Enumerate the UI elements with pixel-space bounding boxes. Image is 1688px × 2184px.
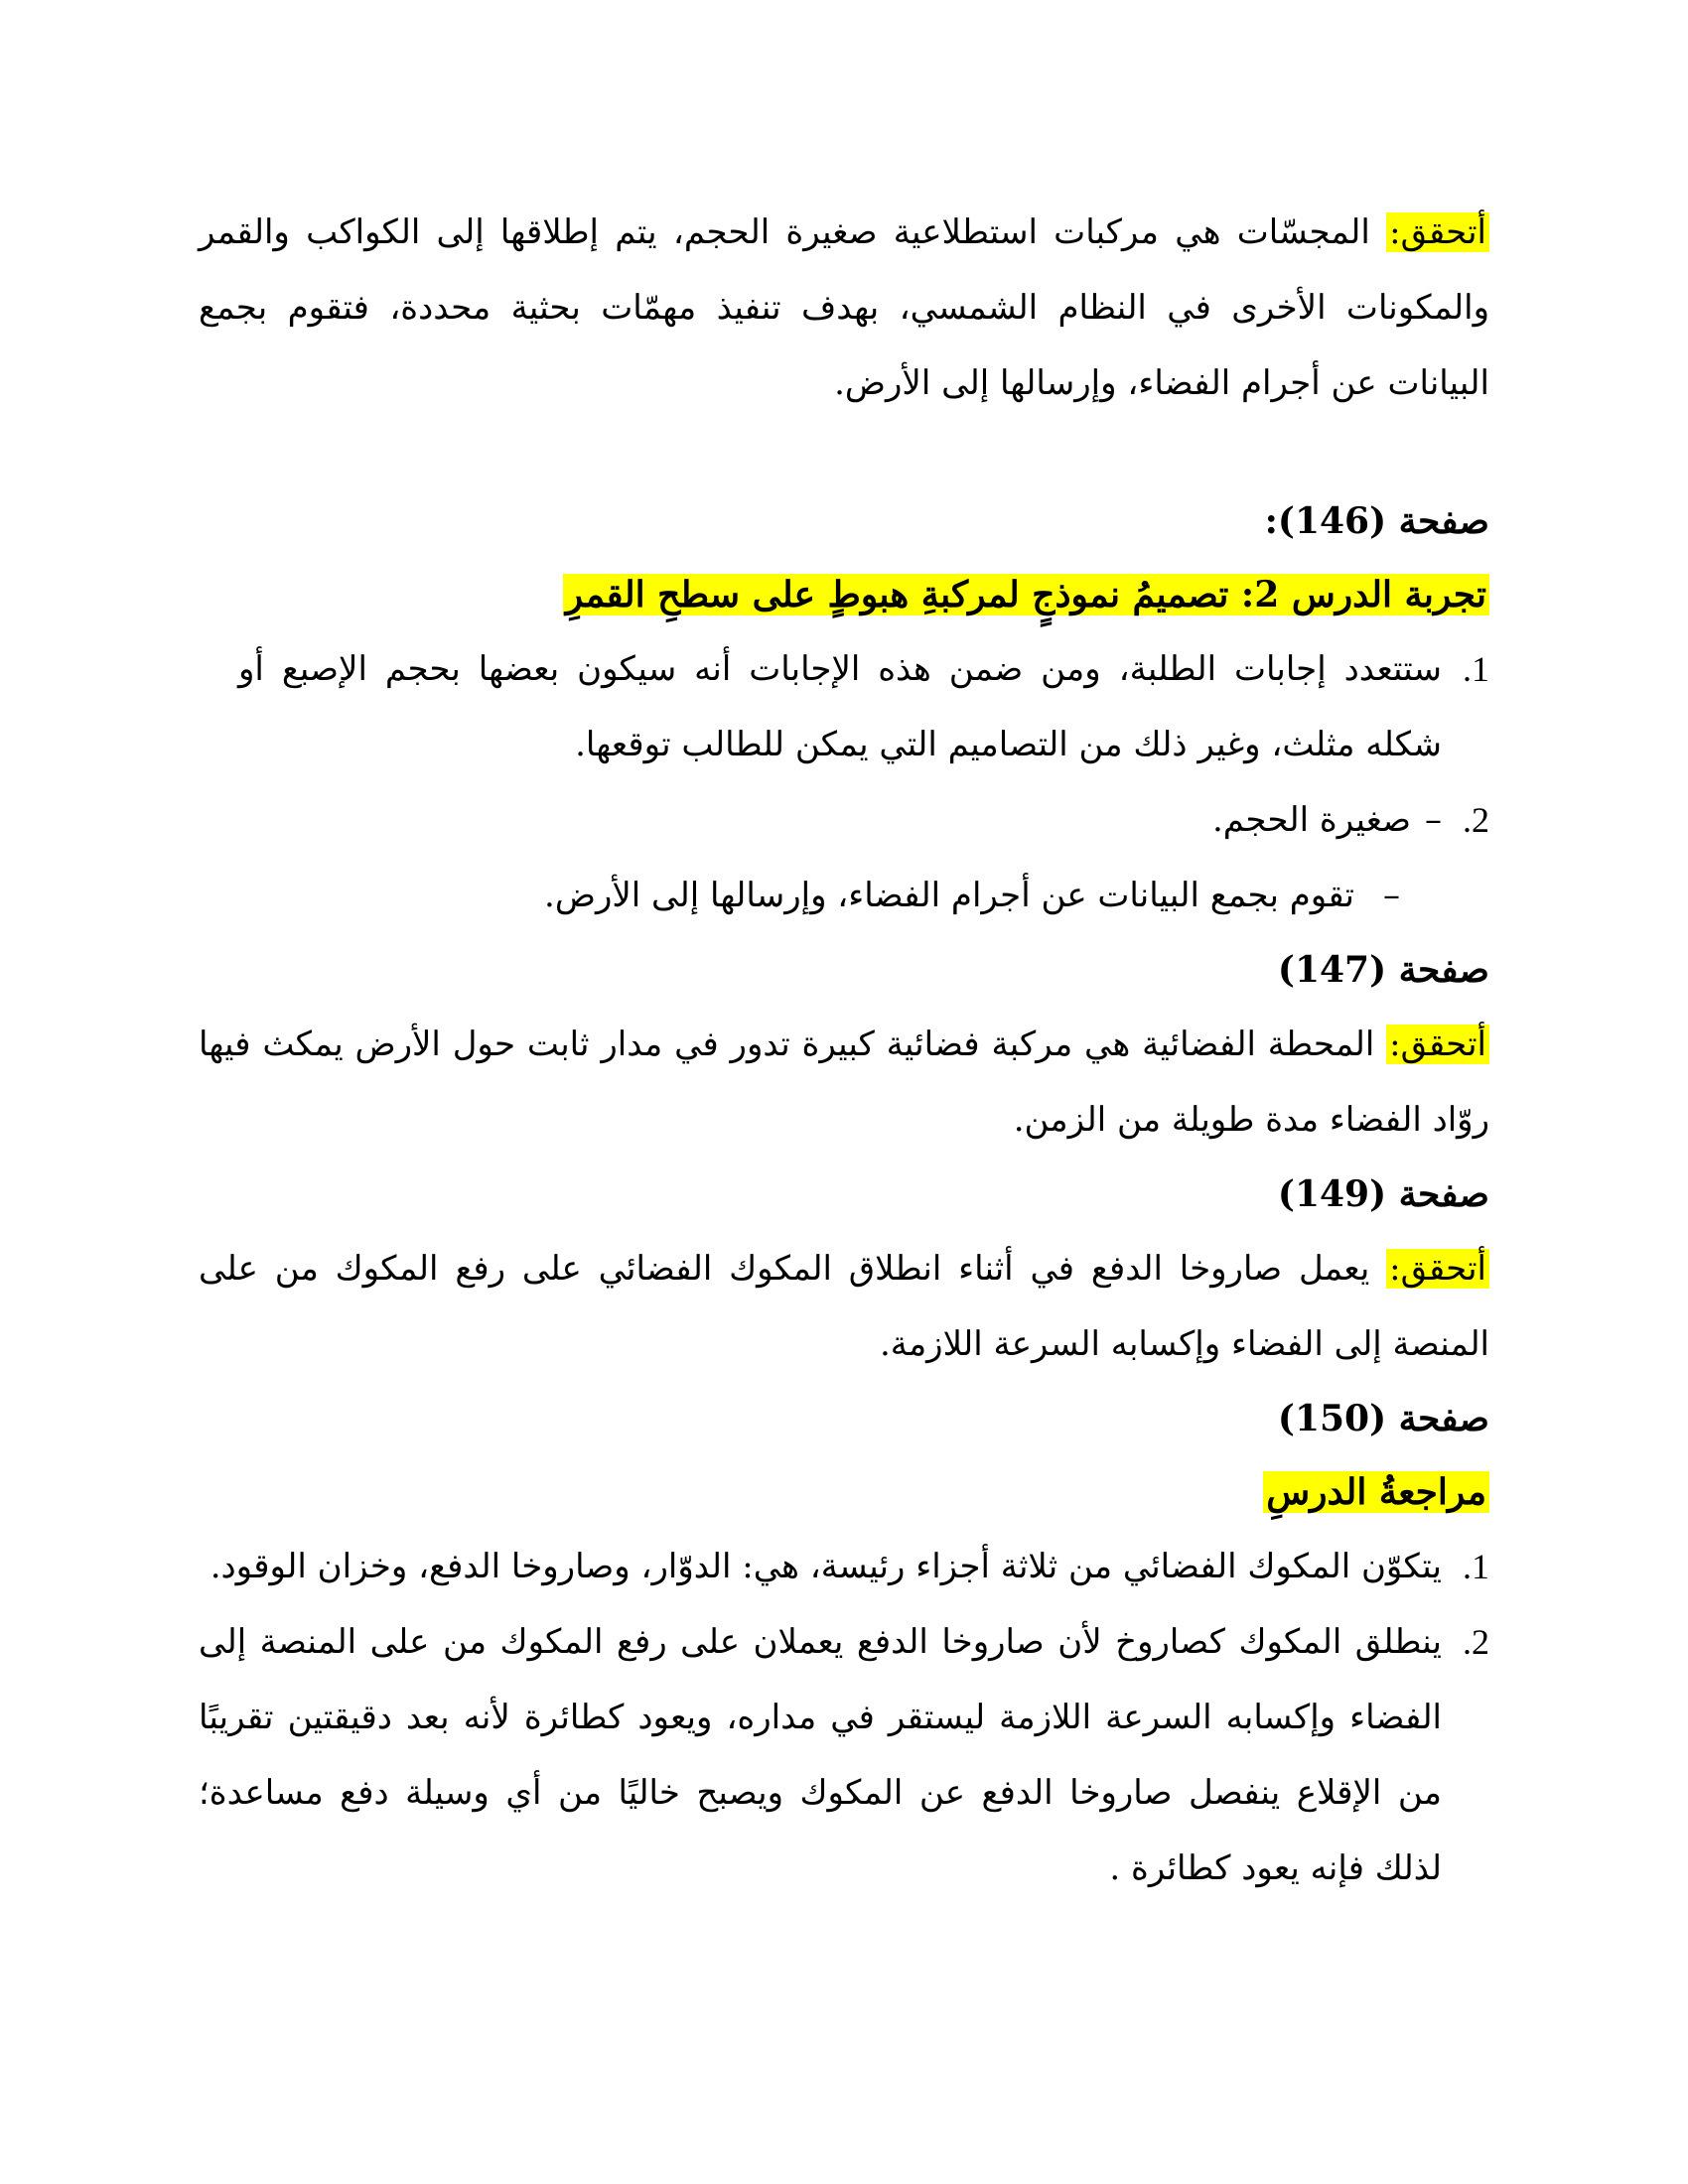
check-label: أتحقق: — [1386, 1249, 1489, 1289]
section-spacer — [199, 421, 1489, 484]
page-146-heading: صفحة (146): — [1264, 500, 1489, 542]
item-sub-text: صغيرة الحجم. — [1211, 800, 1411, 840]
document-page — [199, 195, 1489, 1906]
page-149-heading: صفحة (149) — [1277, 1173, 1489, 1215]
dash-marker: – — [1425, 800, 1442, 840]
review-title-row — [199, 1455, 1489, 1529]
check-paragraph-147 — [199, 1007, 1489, 1158]
list-item — [199, 1529, 1489, 1604]
intro-text: المجسّات هي مركبات استطلاعية صغيرة الحجم، يتم إطلاقها إلى الكواكب والقمر والمكونات الأخرى في النظام الشمسي، بهدف تنفيذ مهمّات بحثية محددة، فتقوم بجمع البيانات عن أجرام الفضاء، وإرسالها إلى الأرض. — [199, 212, 1489, 403]
item-text — [199, 782, 1442, 858]
item-number: 2. — [1463, 800, 1489, 840]
page-147-heading: صفحة (147) — [1277, 949, 1489, 991]
item-number: 1. — [1463, 649, 1489, 689]
list-item — [199, 782, 1489, 858]
item-text: ينطلق المكوك كصاروخ لأن صاروخا الدفع يعملان على رفع المكوك من على المنصة إلى الفضاء وإكسابه السرعة اللازمة ليستقر في مداره، ويعود كطائرة لأنه بعد دقيقتين تقريبًا من الإقلاع ينفصل صاروخا الدفع عن المكوك ويصبح خاليًا من أي وسيلة دفع مساعدة؛ لذلك فإنه يعود كطائرة . — [199, 1622, 1442, 1888]
intro-paragraph — [199, 195, 1489, 421]
list-item — [199, 1604, 1489, 1906]
check-label: أتحقق: — [1386, 1024, 1489, 1064]
item-number: 2. — [1463, 1622, 1489, 1662]
item-sub-text: تقوم بجمع البيانات عن أجرام الفضاء، وإرسالها إلى الأرض. — [544, 876, 1354, 915]
check-label: أتحقق: — [1386, 212, 1489, 252]
check-paragraph-149 — [199, 1231, 1489, 1382]
item-text: ستتعدد إجابات الطلبة، ومن ضمن هذه الإجابات أنه سيكون بعضها بحجم الإصبع أو شكله مثلث، وغير ذلك من التصاميم التي يمكن للطالب توقعها. — [238, 649, 1442, 764]
check-text: يعمل صاروخا الدفع في أثناء انطلاق المكوك الفضائي على رفع المكوك من على المنصة إلى الفضاء وإكسابه السرعة اللازمة. — [199, 1249, 1489, 1364]
sub-list-item — [199, 858, 1489, 933]
list-item — [199, 631, 1489, 782]
item-number: 1. — [1463, 1547, 1489, 1586]
experiment-title: تجربة الدرس 2: تصميمُ نموذجٍ لمركبةِ هبوطٍ على سطحِ القمرِ — [563, 574, 1489, 615]
page-150-heading: صفحة (150) — [1277, 1398, 1489, 1439]
dash-marker: – — [1383, 876, 1400, 915]
item-text: يتكوّن المكوك الفضائي من ثلاثة أجزاء رئيسة، هي: الدوّار، وصاروخا الدفع، وخزان الوقود. — [210, 1547, 1442, 1586]
check-text: المحطة الفضائية هي مركبة فضائية كبيرة تدور في مدار ثابت حول الأرض يمكث فيها روّاد الفضاء مدة طويلة من الزمن. — [199, 1024, 1489, 1140]
experiment-title-row — [199, 558, 1489, 631]
review-title: مراجعةُ الدرسِ — [1263, 1471, 1489, 1513]
